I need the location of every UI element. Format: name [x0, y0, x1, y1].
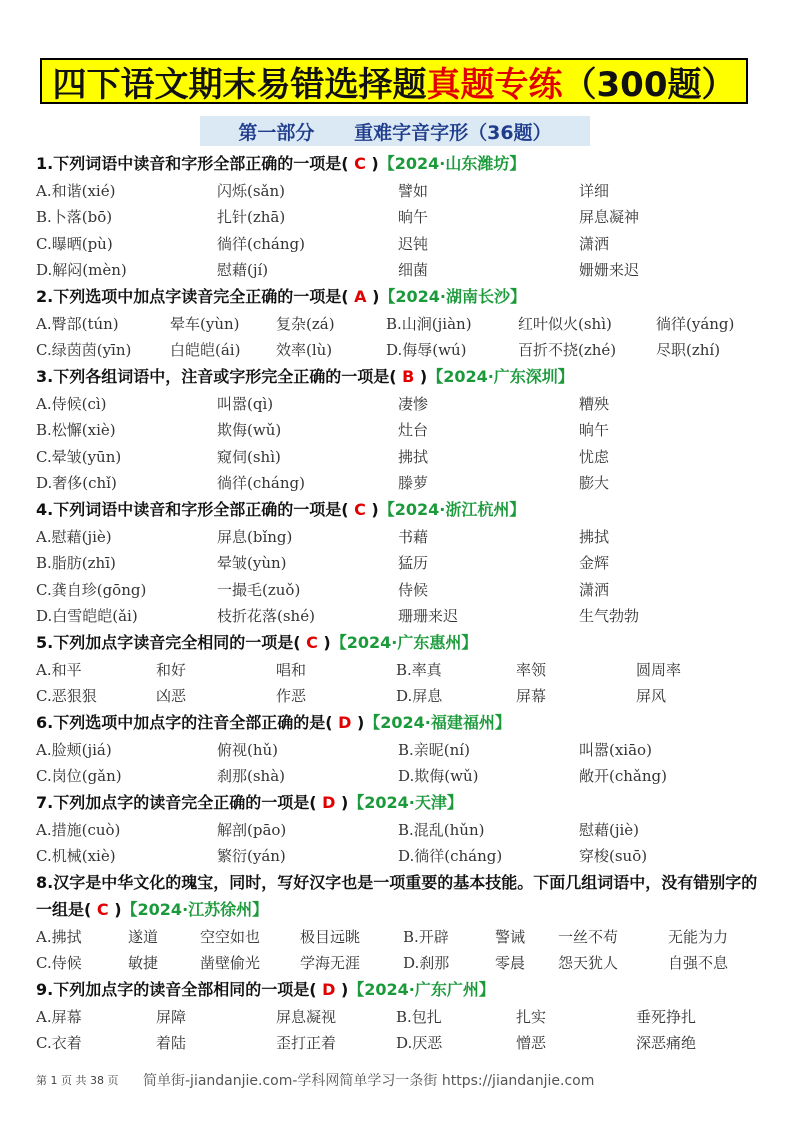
option-row — [36, 1003, 760, 1030]
question-source: 【2024·山东潍坊】 — [378, 154, 526, 173]
answer-letter: C — [348, 154, 372, 173]
option-item: 俯视(hǔ) — [217, 740, 279, 759]
option-item: 极目远眺 — [300, 927, 361, 946]
question-text: 4.下列词语中读音和字形全部正确的一项是( — [36, 500, 349, 519]
option-item: 深恶痛绝 — [636, 1034, 697, 1053]
question-text: 2.下列选项中加点字读音完全正确的一项是( — [36, 287, 349, 306]
question-block — [36, 869, 760, 976]
option-item: 叫嚣(qì) — [217, 394, 274, 413]
option-row — [36, 950, 760, 977]
question-text: 7.下列加点字的读音完全正确的一项是( — [36, 793, 317, 812]
option-item: 着陆 — [156, 1034, 187, 1053]
option-item: D.白雪皑皑(ǎi) — [36, 607, 138, 626]
option-item: C.曝晒(pù) — [36, 234, 113, 253]
option-item: B.山涧(jiàn) — [386, 314, 472, 333]
option-item: 屏风 — [636, 687, 667, 706]
title-highlight: 真题专练 — [426, 64, 563, 105]
question-text: 3.下列各组词语中，注音或字形完全正确的一项是( — [36, 367, 397, 386]
option-row — [36, 923, 760, 950]
option-item: A.拂拭 — [36, 927, 82, 946]
option-row — [36, 230, 760, 257]
option-item: 金辉 — [579, 554, 610, 573]
option-item: 自强不息 — [668, 954, 729, 973]
option-row — [36, 683, 760, 710]
answer-close: ) — [340, 793, 349, 812]
option-item: 刹那(shà) — [217, 767, 286, 786]
answer-close: ) — [356, 713, 365, 732]
option-item: 慰藉(jiè) — [579, 820, 640, 839]
option-item: 空空如也 — [200, 927, 261, 946]
option-item: B.松懈(xiè) — [36, 421, 116, 440]
option-item: 凿壁偷光 — [200, 954, 261, 973]
answer-letter: D — [316, 793, 341, 812]
option-row — [36, 763, 760, 790]
option-item: 屏息凝神 — [579, 208, 640, 227]
option-item: 猛历 — [398, 554, 429, 573]
question-source: 【2024·广东广州】 — [348, 980, 495, 999]
page-title — [40, 58, 748, 104]
question-source: 【2024·湖南长沙】 — [379, 287, 526, 306]
option-item: 珊珊来迟 — [398, 607, 459, 626]
option-item: 屏障 — [156, 1007, 187, 1026]
option-item: D.刹那 — [403, 954, 450, 973]
option-item: D.侮辱(wú) — [386, 341, 467, 360]
answer-letter: B — [396, 367, 420, 386]
option-row — [36, 204, 760, 231]
option-item: 和好 — [156, 660, 187, 679]
option-item: D.解闷(mèn) — [36, 261, 127, 280]
option-item: 解剖(pāo) — [217, 820, 287, 839]
option-item: 欺侮(wǔ) — [217, 421, 282, 440]
option-item: 屏息(bǐng) — [217, 527, 293, 546]
page-number: 第 1 页 共 38 页 — [36, 1074, 119, 1087]
question-block — [36, 150, 760, 283]
option-item: 扎实 — [516, 1007, 547, 1026]
option-item: 穿梭(suō) — [579, 847, 648, 866]
option-row — [36, 550, 760, 577]
option-item: 拂拭 — [398, 447, 429, 466]
question-block — [36, 709, 760, 789]
option-item: 潇洒 — [579, 234, 610, 253]
option-item: 红叶似火(shì) — [518, 314, 612, 333]
option-item: 凄惨 — [398, 394, 429, 413]
option-item: 生气勃勃 — [579, 607, 640, 626]
option-item: 怨天犹人 — [558, 954, 619, 973]
option-item: 憎恶 — [516, 1034, 547, 1053]
option-item: C.机械(xiè) — [36, 847, 116, 866]
option-row — [36, 443, 760, 470]
option-item: 闪烁(sǎn) — [217, 181, 286, 200]
option-item: 膨大 — [579, 474, 610, 493]
question-source: 【2024·广东惠州】 — [330, 633, 478, 652]
option-item: 详细 — [579, 181, 610, 200]
option-item: 滕萝 — [398, 474, 429, 493]
question-stem — [36, 363, 760, 390]
question-stem — [36, 789, 760, 816]
option-item: B.开辟 — [403, 927, 449, 946]
option-item: 迟钝 — [398, 234, 429, 253]
option-item: 扎针(zhā) — [217, 208, 286, 227]
option-item: 徜徉(cháng) — [217, 474, 305, 493]
option-item: 圆周率 — [636, 660, 682, 679]
option-item: A.侍候(cì) — [36, 394, 107, 413]
option-item: B.亲昵(ní) — [398, 740, 470, 759]
option-item: C.衣着 — [36, 1034, 82, 1053]
option-item: A.脸颊(jiá) — [36, 740, 112, 759]
option-item: A.慰藉(jiè) — [36, 527, 112, 546]
answer-close: ) — [371, 154, 379, 173]
answer-close: ) — [372, 287, 380, 306]
option-row — [36, 576, 760, 603]
option-item: 唱和 — [276, 660, 307, 679]
answer-close: ) — [419, 367, 428, 386]
option-item: 歪打正着 — [276, 1034, 337, 1053]
option-item: 灶台 — [398, 421, 429, 440]
title-main: 四下语文期末易错选择题 — [52, 64, 427, 105]
option-item: 无能为力 — [668, 927, 729, 946]
option-item: 屏幕 — [516, 687, 547, 706]
option-item: 遂道 — [128, 927, 159, 946]
option-row — [36, 417, 760, 444]
title-count: （300题） — [562, 64, 736, 105]
option-item: 晌午 — [398, 208, 429, 227]
answer-close: ) — [371, 500, 379, 519]
option-item: 晕皱(yùn) — [217, 554, 287, 573]
answer-close: ) — [340, 980, 349, 999]
question-stem — [36, 976, 760, 1003]
option-item: B.脂肪(zhī) — [36, 554, 116, 573]
option-row — [36, 257, 760, 284]
question-stem — [36, 496, 760, 523]
question-source: 【2024·天津】 — [348, 793, 463, 812]
question-text: 8.汉字是中华文化的瑰宝，同时，写好汉字也是一项重要的基本技能。下面几组词语中，没有错别字的一组是( — [36, 873, 758, 919]
option-item: 窥伺(shì) — [217, 447, 281, 466]
option-item: 警诫 — [495, 927, 526, 946]
question-list — [36, 150, 760, 1056]
answer-close: ) — [323, 633, 331, 652]
option-item: D.奢侈(chǐ) — [36, 474, 117, 493]
option-item: 忧虑 — [579, 447, 610, 466]
option-item: 细菌 — [398, 261, 429, 280]
option-item: 屏息凝视 — [276, 1007, 337, 1026]
option-item: A.和谐(xié) — [36, 181, 116, 200]
option-item: 尽职(zhí) — [656, 341, 721, 360]
answer-letter: C — [348, 500, 372, 519]
question-text: 1.下列词语中读音和字形全部正确的一项是( — [36, 154, 349, 173]
option-item: 糟殃 — [579, 394, 610, 413]
option-row — [36, 177, 760, 204]
option-item: D.徜徉(cháng) — [398, 847, 503, 866]
option-item: 拂拭 — [579, 527, 610, 546]
option-row — [36, 337, 760, 364]
option-item: A.屏幕 — [36, 1007, 82, 1026]
option-item: B.卜落(bō) — [36, 208, 113, 227]
question-block — [36, 789, 760, 869]
option-item: 零晨 — [495, 954, 526, 973]
option-item: 敞开(chǎng) — [579, 767, 667, 786]
option-item: A.措施(cuò) — [36, 820, 121, 839]
option-item: D.欺侮(wǔ) — [398, 767, 479, 786]
option-item: 复杂(zá) — [276, 314, 335, 333]
option-item: 一撮毛(zuǒ) — [217, 580, 301, 599]
answer-close: ) — [114, 900, 122, 919]
option-item: C.恶狠狠 — [36, 687, 97, 706]
option-item: 姗姗来迟 — [579, 261, 640, 280]
question-block — [36, 496, 760, 629]
answer-letter: A — [348, 287, 373, 306]
option-row — [36, 816, 760, 843]
option-item: 学海无涯 — [300, 954, 361, 973]
option-item: 譬如 — [398, 181, 429, 200]
option-item: 晕车(yùn) — [170, 314, 240, 333]
question-block — [36, 976, 760, 1056]
option-item: 枝折花落(shé) — [217, 607, 315, 626]
question-stem — [36, 150, 760, 177]
option-item: 率领 — [516, 660, 547, 679]
question-stem — [36, 629, 760, 656]
option-item: C.岗位(gǎn) — [36, 767, 122, 786]
question-source: 【2024·广东深圳】 — [427, 367, 574, 386]
answer-letter: C — [91, 900, 115, 919]
option-item: B.混乱(hǔn) — [398, 820, 485, 839]
option-row — [36, 736, 760, 763]
option-item: 繁衍(yán) — [217, 847, 286, 866]
option-row — [36, 603, 760, 630]
option-item: 书藉 — [398, 527, 429, 546]
option-item: A.臀部(tún) — [36, 314, 119, 333]
question-stem — [36, 869, 760, 923]
question-block — [36, 283, 760, 363]
answer-letter: D — [316, 980, 341, 999]
option-item: 敏捷 — [128, 954, 159, 973]
option-item: 作恶 — [276, 687, 307, 706]
question-stem — [36, 283, 760, 310]
answer-letter: D — [332, 713, 357, 732]
question-source: 【2024·江苏徐州】 — [121, 900, 269, 919]
answer-letter: C — [300, 633, 324, 652]
question-text: 5.下列加点字读音完全相同的一项是( — [36, 633, 301, 652]
option-item: C.侍候 — [36, 954, 82, 973]
question-stem — [36, 709, 760, 736]
option-item: 白皑皑(ái) — [170, 341, 241, 360]
question-source: 【2024·福建福州】 — [364, 713, 511, 732]
option-item: 晌午 — [579, 421, 610, 440]
option-item: D.屏息 — [396, 687, 443, 706]
section-heading: 第一部分 重难字音字形（36题） — [200, 116, 590, 146]
option-item: 潇洒 — [579, 580, 610, 599]
site-footer: 简单街-jiandanjie.com-学科网简单学习一条街 https://jiandanjie.com — [143, 1073, 595, 1089]
question-block — [36, 363, 760, 496]
option-item: 徜徉(yáng) — [656, 314, 735, 333]
option-row — [36, 523, 760, 550]
option-item: B.率真 — [396, 660, 442, 679]
option-row — [36, 390, 760, 417]
question-source: 【2024·浙江杭州】 — [378, 500, 526, 519]
option-item: 垂死挣扎 — [636, 1007, 697, 1026]
option-row — [36, 843, 760, 870]
option-row — [36, 310, 760, 337]
option-item: 一丝不苟 — [558, 927, 619, 946]
option-item: A.和平 — [36, 660, 82, 679]
option-item: C.龚自珍(gōng) — [36, 580, 147, 599]
option-row — [36, 470, 760, 497]
option-item: 叫嚣(xiāo) — [579, 740, 652, 759]
option-row — [36, 656, 760, 683]
option-item: C.绿茵茵(yīn) — [36, 341, 132, 360]
option-row — [36, 1030, 760, 1057]
option-item: 凶恶 — [156, 687, 187, 706]
option-item: 侍候 — [398, 580, 429, 599]
option-item: 慰藉(jí) — [217, 261, 269, 280]
option-item: C.晕皱(yūn) — [36, 447, 122, 466]
option-item: 效率(lù) — [276, 341, 333, 360]
question-text: 6.下列选项中加点字的注音全部正确的是( — [36, 713, 333, 732]
option-item: 徜徉(cháng) — [217, 234, 305, 253]
option-item: 百折不挠(zhé) — [518, 341, 617, 360]
option-item: D.厌恶 — [396, 1034, 443, 1053]
question-text: 9.下列加点字的读音全部相同的一项是( — [36, 980, 317, 999]
option-item: B.包扎 — [396, 1007, 442, 1026]
question-block — [36, 629, 760, 709]
